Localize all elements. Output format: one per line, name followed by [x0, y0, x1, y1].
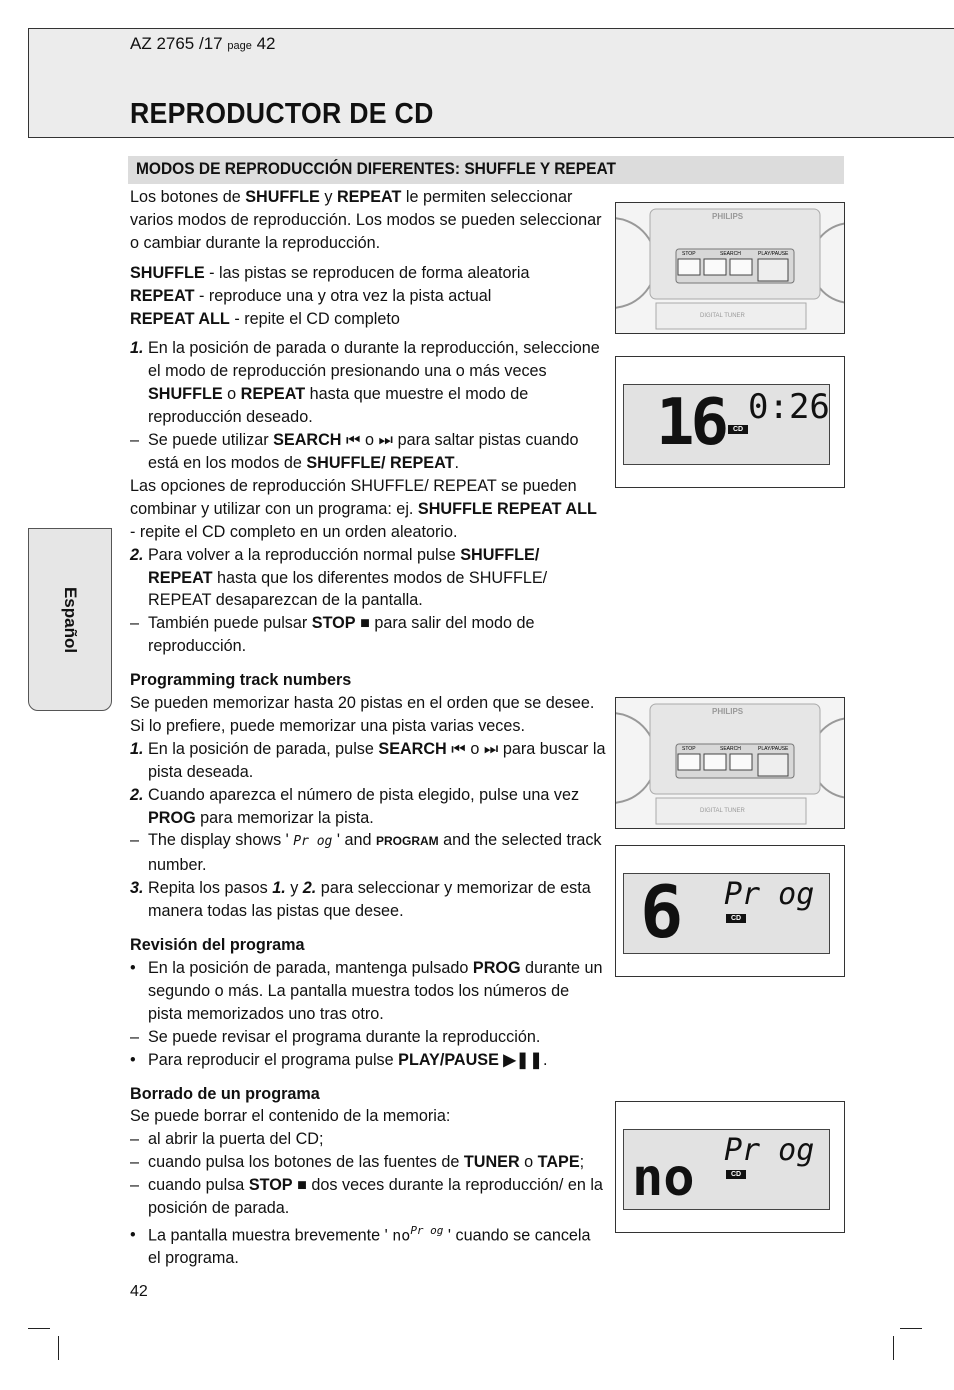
intro-paragraph: Los botones de SHUFFLE y REPEAT le permiten seleccionar varios modos de reproducción. Los modos se pueden seleccionar o cambiar durante la reproducción. [130, 188, 602, 252]
stop-icon: ■ [360, 614, 370, 633]
stop-label: STOP [682, 251, 696, 257]
step-1: 1. En la posición de parada o durante la reproducción, seleccione el modo de reproducción presionando una o más veces SHUFFLE o REPEAT hasta que muestre el modo de reproducción deseado. [130, 339, 600, 427]
language-tab [28, 528, 112, 711]
play-pause-icon: ▶❚❚ [503, 1050, 543, 1069]
crop-mark [900, 1328, 922, 1329]
tuner-label: DIGITAL TUNER [700, 808, 745, 814]
play-label: PLAY/PAUSE [758, 746, 789, 752]
brand-label: PHILIPS [712, 707, 744, 716]
lcd-track-number: 16 [656, 386, 726, 460]
review-bullet: • En la posición de parada, mantenga pulsado PROG durante un segundo o más. La pantalla muestra todos los números de pista memorizados uno tras otro. [130, 959, 603, 1023]
skip-forward-icon: ⏭ [378, 431, 394, 450]
step-1-note: – Se puede utilizar SEARCH ⏮ o ⏭ para saltar pistas cuando está en los modos de SHUFFLE/ REPEAT. [130, 431, 579, 472]
review-heading: Revisión del programa [130, 936, 305, 955]
skip-back-icon: ⏮ [451, 739, 466, 758]
programming-intro: Se pueden memorizar hasta 20 pistas en el orden que se desee. Si lo prefiere, puede memorizar una pista varias veces. [130, 694, 595, 735]
step-2: 2. Para volver a la reproducción normal pulse SHUFFLE/ REPEAT hasta que los diferentes modos de SHUFFLE/ REPEAT desaparezcan de la pantalla. [130, 545, 548, 610]
lcd-panel [623, 870, 830, 954]
lcd-panel [623, 384, 830, 465]
crop-mark [893, 1336, 894, 1360]
lcd-no-text: no [392, 1226, 411, 1245]
programming-heading: Programming track numbers [130, 671, 352, 690]
device-figure-2 [615, 697, 845, 829]
erase-item: – cuando pulsa STOP ■ dos veces durante la reproducción/ en la posición de parada. [130, 1176, 603, 1218]
lcd-figure-1 [615, 356, 845, 488]
lcd-prog-text: Pr og [293, 834, 333, 850]
mode-item: REPEAT ALL - repite el CD completo [130, 309, 400, 328]
mode-item: REPEAT - reproduce una y otra vez la pista actual [130, 286, 492, 305]
search-label: SEARCH [720, 251, 741, 257]
lcd-prog-text: Pr og [724, 877, 815, 912]
device-illustration [616, 698, 845, 829]
model-number: AZ 2765 /17 [130, 34, 223, 53]
prog-step-2-note: – The display shows ' Pr og ' and PROGRAM and the selected track number. [130, 831, 602, 875]
page-number: 42 [130, 1283, 148, 1300]
page-word: page [227, 40, 252, 52]
lcd-figure-3 [615, 1101, 845, 1233]
stop-label: STOP [682, 746, 696, 752]
brand-label: PHILIPS [712, 212, 744, 221]
prog-step-1: 1. En la posición de parada, pulse SEARCH ⏮ o ⏭ para buscar la pista deseada. [130, 739, 606, 781]
cd-indicator: CD [726, 1170, 746, 1179]
body-text [130, 186, 606, 1270]
section-title: MODOS DE REPRODUCCIÓN DIFERENTES: SHUFFLE Y REPEAT [136, 160, 617, 178]
search-label: SEARCH [720, 746, 741, 752]
lcd-time: 0:26 [748, 387, 830, 427]
crop-mark [28, 1328, 50, 1329]
cd-indicator: CD [726, 914, 746, 923]
erase-heading: Borrado de un programa [130, 1084, 320, 1103]
tuner-label: DIGITAL TUNER [700, 313, 745, 319]
review-dash: – Se puede revisar el programa durante la reproducción. [130, 1027, 541, 1046]
crop-mark [58, 1336, 59, 1360]
lcd-track-number: 6 [640, 870, 684, 954]
erase-bullet: • La pantalla muestra brevemente ' $no^{Pr og}$ ' cuando se cancela el programa. [130, 1223, 591, 1268]
page-title: REPRODUCTOR DE CD [130, 98, 434, 130]
lcd-prog-text: Pr og [724, 1133, 815, 1168]
device-figure-1 [615, 202, 845, 334]
skip-forward-icon: ⏭ [483, 739, 499, 758]
prog-step-3: 3. Repita los pasos 1. y 2. para seleccionar y memorizar de esta manera todas las pistas que desee. [130, 879, 591, 921]
prog-step-2: 2. Cuando aparezca el número de pista elegido, pulse una vez PROG para memorizar la pista. [130, 785, 580, 827]
stop-icon: ■ [297, 1176, 307, 1195]
device-illustration [616, 203, 845, 334]
lcd-panel [623, 1129, 830, 1210]
erase-intro: Se puede borrar el contenido de la memoria: [130, 1107, 451, 1126]
skip-back-icon: ⏮ [345, 431, 361, 450]
cd-indicator: CD [728, 425, 748, 434]
play-label: PLAY/PAUSE [758, 251, 789, 257]
model-code [130, 34, 276, 54]
lcd-prog-text: Pr og [410, 1223, 444, 1237]
review-bullet: • Para reproducir el programa pulse PLAY/PAUSE ▶❚❚. [130, 1050, 548, 1069]
lcd-no-text: no [632, 1148, 695, 1208]
page-ref: 42 [256, 34, 276, 53]
erase-item: – al abrir la puerta del CD; [130, 1130, 324, 1149]
mode-item: SHUFFLE - las pistas se reproducen de forma aleatoria [130, 263, 530, 282]
erase-item: – cuando pulsa los botones de las fuentes de TUNER o TAPE; [130, 1153, 585, 1172]
combine-paragraph: Las opciones de reproducción SHUFFLE/ REPEAT se pueden combinar y utilizar con un programa: ej. SHUFFLE REPEAT ALL - repite el CD completo en un orden aleatorio. [130, 476, 597, 541]
step-2-note: – También puede pulsar STOP ■ para salir del modo de reproducción. [130, 614, 535, 656]
lcd-figure-2 [615, 845, 845, 977]
language-label: Español [61, 586, 80, 653]
